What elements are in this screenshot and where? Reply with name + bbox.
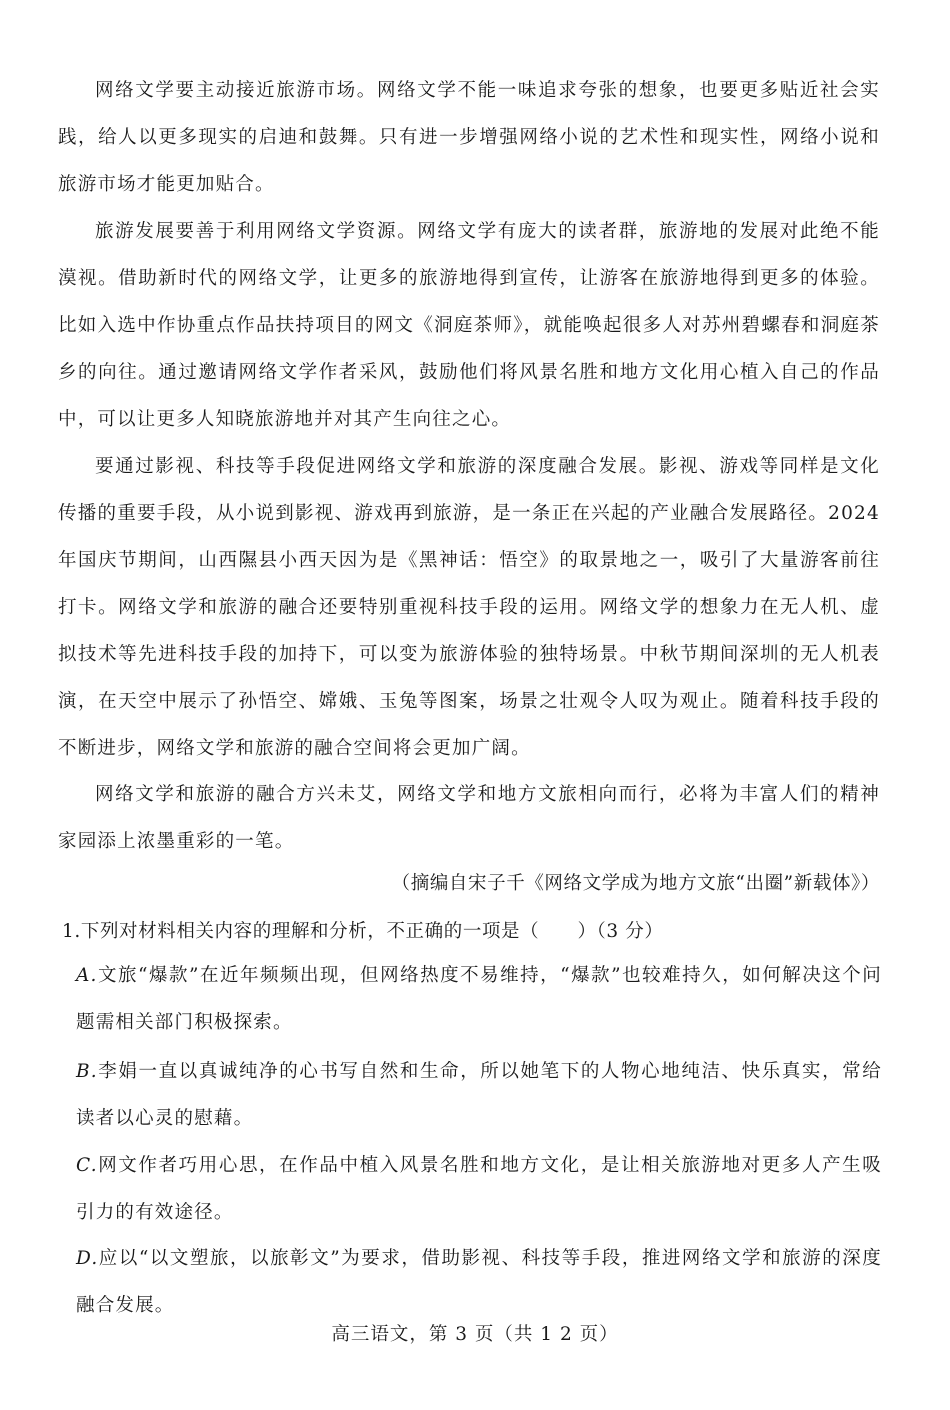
option-a-letter: A.	[76, 965, 98, 986]
option-c-text: 网文作者巧用心思，在作品中植入风景名胜和地方文化，是让相关旅游地对更多人产生吸引力的有效途径。	[76, 1155, 882, 1223]
paragraph-3: 要通过影视、科技等手段促进网络文学和旅游的深度融合发展。影视、游戏等同样是文化传播的重要手段，从小说到影视、游戏再到旅游，是一条正在兴起的产业融合发展路径。2024 年国庆节期间，山西隰县小西天因为是《黑神话：悟空》的取景地之一，吸引了大量游客前往打卡。网络文学和旅游的融合还要特别重视科技手段的运用。网络文学的想象力在无人机、虚拟技术等先进科技手段的加持下，可以变为旅游体验的独特场景。中秋节期间深圳的无人机表演，在天空中展示了孙悟空、嫦娥、玉兔等图案，场景之壮观令人叹为观止。随着科技手段的不断进步，网络文学和旅游的融合空间将会更加广阔。	[58, 456, 880, 759]
option-b-letter: B.	[76, 1061, 98, 1082]
page-footer: 高三语文，第 3 页（共 1 2 页）	[331, 1324, 619, 1345]
option-a-text: 文旅“爆款”在近年频频出现，但网络热度不易维持，“爆款”也较难持久，如何解决这个问题需相关部门积极探索。	[76, 965, 882, 1033]
paragraph-2: 旅游发展要善于利用网络文学资源。网络文学有庞大的读者群，旅游地的发展对此绝不能漠视。借助新时代的网络文学，让更多的旅游地得到宣传，让游客在旅游地得到更多的体验。比如入选中作协重点作品扶持项目的网文《洞庭茶师》，就能唤起很多人对苏州碧螺春和洞庭茶乡的向往。通过邀请网络文学作者采风，鼓励他们将风景名胜和地方文化用心植入自己的作品中，可以让更多人知晓旅游地并对其产生向往之心。	[58, 221, 880, 430]
option-c-letter: C.	[76, 1155, 98, 1176]
question-stem: 1.下列对材料相关内容的理解和分析，不正确的一项是（ ）（3 分）	[62, 921, 664, 942]
option-c	[76, 1142, 882, 1236]
option-d-text: 应以“以文塑旅，以旅彰文”为要求，借助影视、科技等手段，推进网络文学和旅游的深度融合发展。	[76, 1248, 882, 1316]
option-d	[76, 1235, 882, 1329]
source-citation: （摘编自宋子千《网络文学成为地方文旅“出圈”新载体》）	[391, 873, 880, 894]
option-b-text: 李娟一直以真诚纯净的心书写自然和生命，所以她笔下的人物心地纯洁、快乐真实，常给读者以心灵的慰藉。	[76, 1061, 882, 1129]
option-d-letter: D.	[76, 1248, 99, 1269]
paragraph-1: 网络文学要主动接近旅游市场。网络文学不能一味追求夸张的想象，也要更多贴近社会实践，给人以更多现实的启迪和鼓舞。只有进一步增强网络小说的艺术性和现实性，网络小说和旅游市场才能更加贴合。	[58, 80, 880, 195]
paragraph-4: 网络文学和旅游的融合方兴未艾，网络文学和地方文旅相向而行，必将为丰富人们的精神家园添上浓墨重彩的一笔。	[58, 784, 880, 852]
option-b	[76, 1048, 882, 1142]
option-a	[76, 952, 882, 1046]
